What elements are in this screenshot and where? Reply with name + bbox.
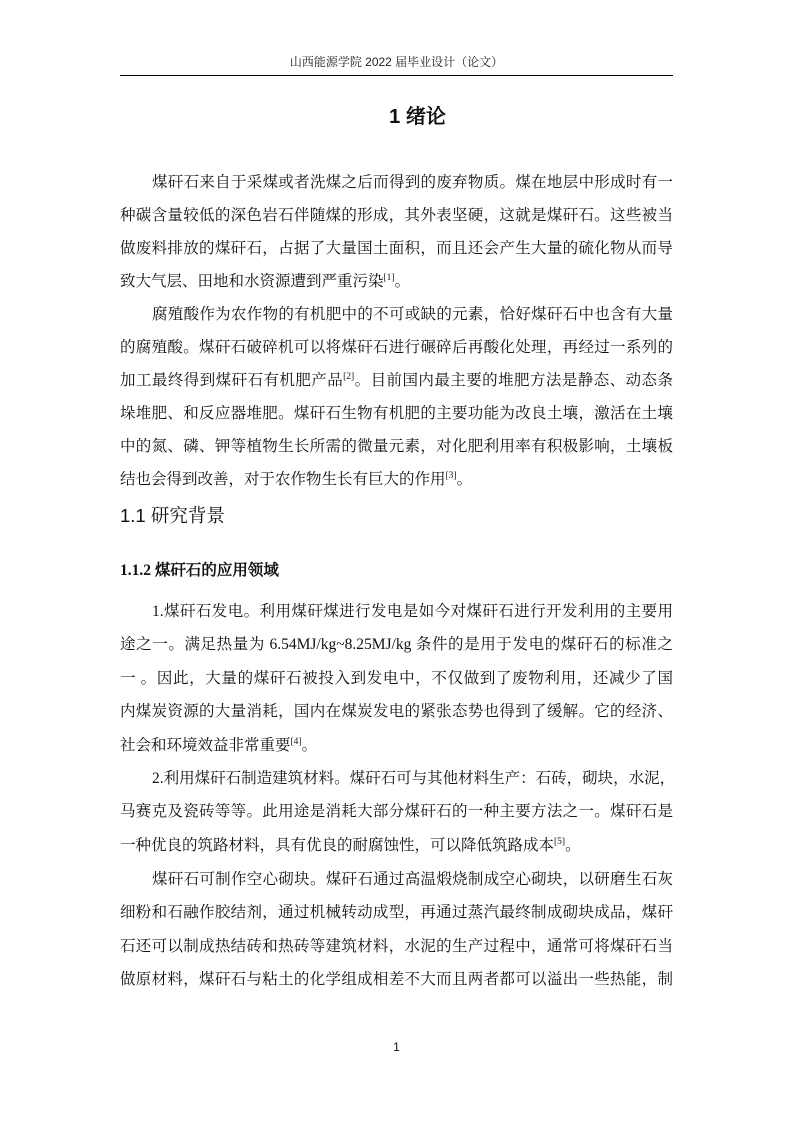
text-run: 1.煤矸石发电。利用煤矸煤进行发电是如今对煤矸石进行开发利用的主要用 xyxy=(152,603,673,620)
text-line xyxy=(120,331,673,364)
text-run: 内煤炭资源的大量消耗，国内在煤炭发电的紧张态势也得到了缓解。它的经济、 xyxy=(120,703,673,721)
text-line xyxy=(120,364,673,397)
text-run: 做废料排放的煤矸石，占据了大量国土面积，而且还会产生大量的硫化物从而导 xyxy=(120,240,673,257)
text-run: 社会和环境效益非常重要 xyxy=(120,736,291,754)
header-rule xyxy=(120,75,673,76)
text-line xyxy=(120,166,673,199)
text-run: 垛堆肥、和反应器堆肥。煤矸石生物有机肥的主要功能为改良土壤，激活在土壤 xyxy=(120,405,673,422)
text-run: 结也会得到改善，对于农作物生长有巨大的作用 xyxy=(120,471,446,488)
text-line xyxy=(120,795,673,828)
text-line xyxy=(120,863,673,896)
citation-marker: [3] xyxy=(445,471,457,481)
text-run: 做原材料，煤矸石与粘土的化学组成相差不大而且两者都可以溢出一些热能，制 xyxy=(120,971,673,989)
paragraph-building-materials xyxy=(120,762,676,862)
text-line xyxy=(120,232,673,265)
text-line xyxy=(120,298,673,331)
text-line xyxy=(120,729,673,762)
text-line xyxy=(120,430,673,463)
text-line xyxy=(120,662,673,695)
citation-marker: [2] xyxy=(343,372,355,382)
text-run: 一 。因此，大量的煤矸石被投入到发电中，不仅做到了废物利用，还减少了国 xyxy=(120,669,673,687)
text-line xyxy=(120,463,673,496)
citation-marker: [1] xyxy=(383,273,395,283)
running-header: 山西能源学院 2022 届毕业设计（论文） xyxy=(289,55,504,69)
paragraph-humic-acid xyxy=(120,298,673,496)
text-run: 的腐殖酸。煤矸石破碎机可以将煤矸石进行碾碎后再酸化处理，再经过一系列的 xyxy=(120,339,673,356)
paragraph-intro xyxy=(120,166,673,298)
text-line xyxy=(120,695,673,728)
paragraph-power-generation xyxy=(120,595,673,762)
text-run: 加工最终得到煤矸石有机肥产品 xyxy=(120,372,344,389)
text-line xyxy=(120,595,673,628)
page-number: 1 xyxy=(393,1040,400,1054)
text-run: 。目前国内最主要的堆肥方法是静态、动态条 xyxy=(354,372,673,389)
text-line xyxy=(120,930,673,963)
text-run: 马赛克及瓷砖等等。此用途是消耗大部分煤矸石的一种主要方法之一。煤矸石是 xyxy=(120,803,673,821)
text-run: 。 xyxy=(394,273,411,290)
section-heading: 1.1 研究背景 xyxy=(120,505,225,526)
paragraph-hollow-blocks xyxy=(120,863,673,997)
text-run: 细粉和石融作胶结剂，通过机械转动成型，再通过蒸汽最终制成砌块成品，煤矸 xyxy=(120,904,673,922)
text-run: 煤矸石来自于采煤或者洗煤之后而得到的废弃物质。煤在地层中形成时有一 xyxy=(152,174,673,191)
text-run: 。 xyxy=(565,836,581,854)
text-line xyxy=(120,397,673,430)
text-line xyxy=(120,963,673,996)
text-line xyxy=(120,829,673,862)
citation-marker: [4] xyxy=(290,736,302,747)
text-line xyxy=(120,199,673,232)
text-line xyxy=(120,628,673,661)
text-line xyxy=(120,762,676,795)
citation-marker: [5] xyxy=(554,836,566,847)
text-run: 致大气层、田地和水资源遭到严重污染 xyxy=(120,273,384,290)
text-line xyxy=(120,896,673,929)
text-run: 一种优良的筑路材料，具有优良的耐腐蚀性，可以降低筑路成本 xyxy=(120,836,555,854)
text-run: 。 xyxy=(456,471,473,488)
text-run: 。 xyxy=(301,736,318,754)
text-run: 途之一。满足热量为 6.54MJ/kg~8.25MJ/kg 条件的是用于发电的煤矸石的标准之 xyxy=(120,636,673,654)
text-run: 2.利用煤矸石制造建筑材料。煤矸石可与其他材料生产：石砖，砌块，水泥， xyxy=(152,770,676,787)
text-run: 中的氮、磷、钾等植物生长所需的微量元素，对化肥利用率有积极影响，土壤板 xyxy=(120,438,673,455)
chapter-title: 1 绪论 xyxy=(389,106,446,128)
subsection-heading: 1.1.2 煤矸石的应用领域 xyxy=(120,562,279,579)
text-run: 煤矸石可制作空心砌块。煤矸石通过高温煅烧制成空心砌块，以研磨生石灰 xyxy=(152,871,673,888)
text-line xyxy=(120,265,673,298)
text-run: 石还可以制成热结砖和热砖等建筑材料，水泥的生产过程中，通常可将煤矸石当 xyxy=(120,937,673,955)
text-run: 种碳含量较低的深色岩石伴随煤的形成，其外表坚硬，这就是煤矸石。这些被当 xyxy=(120,207,673,224)
text-run: 腐殖酸作为农作物的有机肥中的不可或缺的元素，恰好煤矸石中也含有大量 xyxy=(152,306,673,323)
